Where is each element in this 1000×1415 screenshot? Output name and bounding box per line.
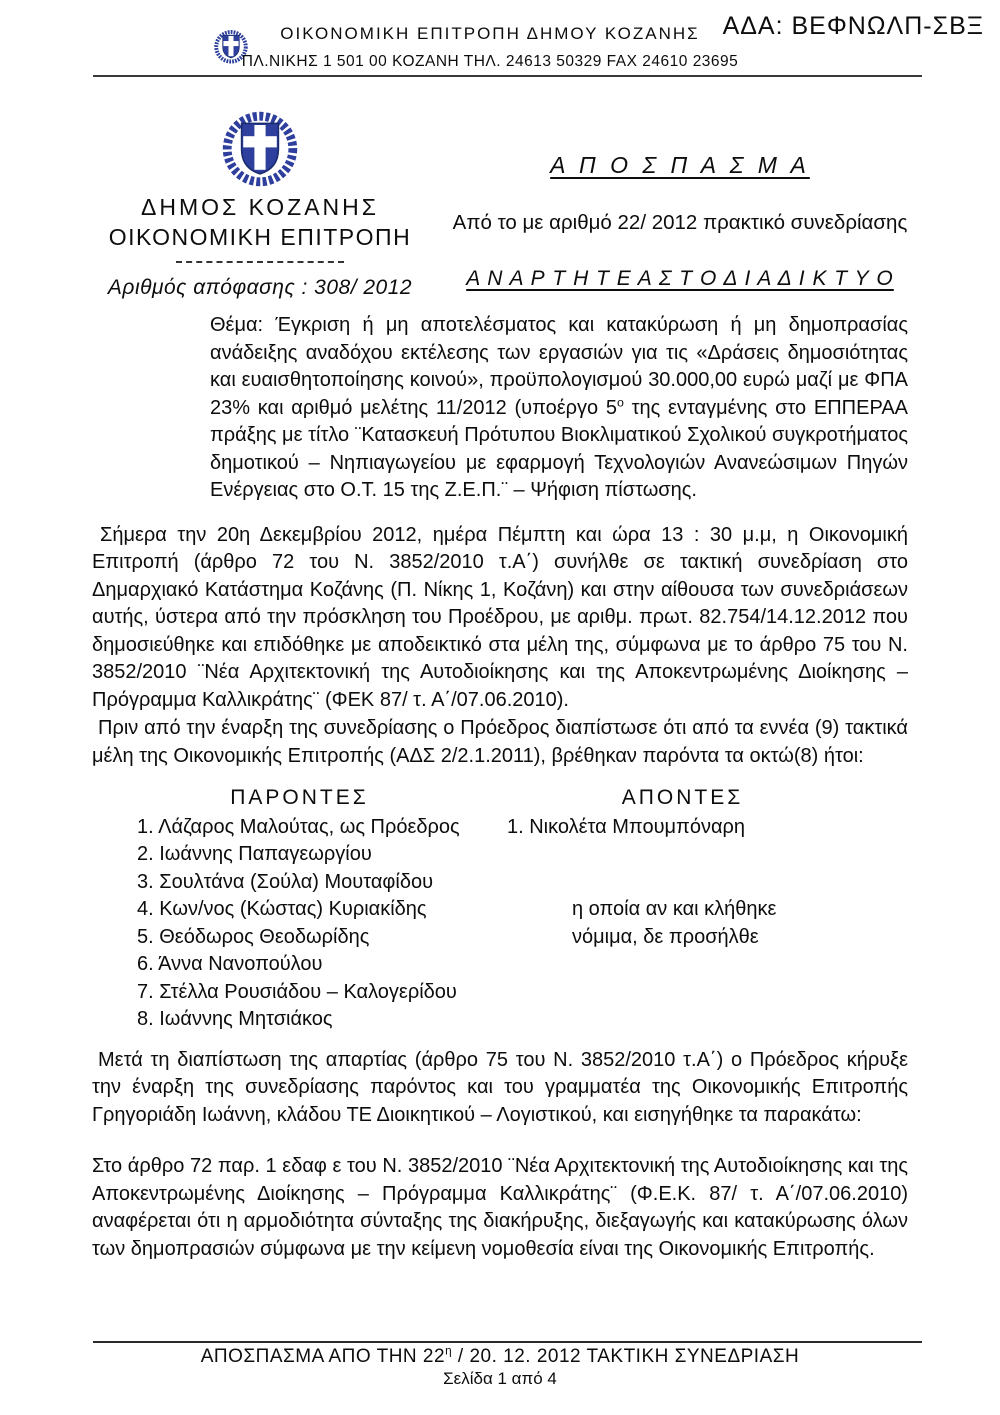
footer-text-part1: ΑΠΟΣΠΑΣΜΑ ΑΠΟ ΤΗΝ 22 (200, 1346, 446, 1367)
session-opening-paragraph: Μετά τη διαπίστωση της απαρτίας (άρθρο 75 του Ν. 3852/2010 τ.Α΄) ο Πρόεδρος κήρυξε την έναρξη της συνεδρίασης παρόντος και του γραμματέα της Οικονομικής Επιτροπής Γρηγοριάδη Ιωάννη, κλάδου ΤΕ Διοικητικού – Λογιστικού, και εισηγήθηκε τα παρακάτω: (92, 1048, 908, 1126)
subject-ordinal-sup: ο (616, 394, 624, 409)
attendance-row (92, 951, 908, 979)
present-header: ΠΑΡΟΝΤΕΣ (230, 786, 369, 809)
attendance-section (92, 784, 908, 1034)
internet-posting-notice: Α Ν Α Ρ Τ Η Τ Ε Α Σ Τ Ο Δ Ι Α Δ Ι Κ Τ Υ Ο (466, 267, 894, 290)
attendance-row (92, 814, 908, 842)
absent-column-spacer (507, 841, 908, 869)
absent-header: ΑΠΟΝΤΕΣ (621, 786, 744, 809)
attendance-row (92, 924, 908, 952)
present-member: 7. Στέλλα Ρουσιάδου – Καλογερίδου (137, 980, 457, 1003)
minutes-reference: Από το με αριθμό 22/ 2012 πρακτικό συνεδρίασης (452, 211, 908, 234)
letterhead-address-line: ΠΛ.ΝΙΚΗΣ 1 501 00 ΚΟΖΑΝΗ ΤΗΛ. 24613 50329 FAX 24610 23695 (241, 53, 739, 70)
excerpt-title: Α Π Ο Σ Π Α Σ Μ Α (550, 152, 810, 178)
attendance-row (92, 896, 908, 924)
decision-number: Αριθμός απόφασης : 308/ 2012 (107, 276, 413, 299)
absent-column-spacer (507, 1006, 908, 1034)
attendance-row (92, 841, 908, 869)
session-intro-paragraph: Σήμερα την 20η Δεκεμβρίου 2012, ημέρα Πέμπτη και ώρα 13 : 30 μ.μ, η Οικονομική Επιτροπή (άρθρο 72 του Ν. 3852/2010 τ.Α΄) συνήλθε σε τακτική συνεδρίαση στο Δημαρχιακό Κατάστημα Κοζάνης (Π. Νίκης 1, Κοζάνη) και στην αίθουσα των συνεδριάσεων αυτής, ύστερα από την πρόσκληση του Προέδρου, με αριθμ. πρωτ. 82.754/14.12.2012 που δημοσιεύθηκε και επιδόθηκε με αποδεικτικό στα μέλη της, σύμφωνα με το άρθρο 75 του Ν. 3852/2010 ¨Νέα Αρχιτεκτονική της Αυτοδιοίκησης και της Αποκεντρωμένης Διοίκησης – Πρόγραμμα Καλλικράτης¨ (ΦΕΚ 87/ τ. Α΄/07.06.2010). (92, 523, 908, 711)
subject-paragraph (210, 312, 908, 505)
attendance-row (92, 1006, 908, 1034)
present-member: 4. Κων/νος (Κώστας) Κυριακίδης (137, 898, 427, 920)
legal-basis-paragraph: Στο άρθρο 72 παρ. 1 εδαφ ε του Ν. 3852/2010 ¨Νέα Αρχιτεκτονική της Αυτοδιοίκησης και της Αποκεντρωμένης Διοίκησης – Πρόγραμμα Καλλικράτης¨ (Φ.Ε.Κ. 87/ τ. Α΄/07.06.2010) αναφέρεται ότι η αρμοδιότητα σύνταξης της διακήρυξης, διεξαγωγής και κατακύρωσης όλων των δημοπρασιών σύμφωνα με την κείμενη νομοθεσία είναι της Οικονομικής Επιτροπής. (92, 1155, 908, 1260)
present-member: 1. Λάζαρος Μαλούτας, ως Πρόεδρος (137, 815, 460, 838)
committee-name: ΟΙΚΟΝΟΜΙΚΗ ΕΠΙΤΡΟΠΗ (108, 224, 412, 250)
ada-code: ΑΔΑ: ΒΕΦΝΩΛΠ-ΣΒΞ (722, 12, 984, 40)
document-body (92, 312, 908, 1263)
attendance-headers (92, 784, 908, 814)
municipality-name: ΔΗΜΟΣ ΚΟΖΑΝΗΣ (141, 194, 379, 220)
footer-divider (93, 1341, 922, 1343)
page-number: Σελίδα 1 από 4 (443, 1369, 557, 1388)
subject-text-part1: Θέμα: Έγκριση ή μη αποτελέσματος και κατακύρωση ή μη δημοπρασίας ανάδειξης αναδόχου εκτέλεσης των εργασιών για τις «Δράσεις δημοσιότητας και ευαισθητοποίησης κοινού», προϋπολογισμού 30.000,00 ευρώ μαζί με ΦΠΑ 23% και αριθμό μελέτης 11/2012 (υποέργο 5 (210, 314, 908, 419)
present-member: 3. Σουλτάνα (Σούλα) Μουταφίδου (137, 870, 434, 893)
absent-column-spacer (507, 979, 908, 1007)
footer-session-line (0, 1346, 1000, 1368)
footer-text-part2: / 20. 12. 2012 ΤΑΚΤΙΚΗ ΣΥΝΕΔΡΙΑΣΗ (452, 1346, 800, 1367)
absent-member: 1. Νικολέτα Μπουμπόναρη (507, 815, 746, 838)
letterhead (170, 24, 810, 71)
attendance-row (92, 979, 908, 1007)
present-member: 6. Άννα Νανοπούλου (137, 953, 323, 975)
attendance-row (92, 869, 908, 897)
present-member: 5. Θεόδωρος Θεοδωρίδης (137, 925, 370, 948)
quorum-check-paragraph: Πριν από την έναρξη της συνεδρίασης ο Πρόεδρος διαπίστωσε ότι από τα εννέα (9) τακτικά μέλη της Οικονομικής Επιτροπής (ΑΔΣ 2/2.1.2011), βρέθηκαν παρόντα τα οκτώ(8) ήτοι: (92, 717, 908, 767)
header-divider (93, 75, 922, 77)
authority-divider (176, 261, 344, 263)
absent-note: νόμιμα, δε προσήλθε (572, 925, 759, 948)
footer-ordinal-sup: η (445, 1344, 453, 1358)
absent-note: η οποία αν και κλήθηκε (572, 898, 777, 920)
subject-text-part2: της ενταγμένης στο ΕΠΠΕΡΑΑ πράξης με τίτλο ¨Κατασκευή Πρότυπου Βιοκλιματικού Σχολικού συγκροτήματος δημοτικού – Νηπιαγωγείου με εφαρμογή Τεχνολογιών Ανανεώσιμων Πηγών Ενέργειας στο Ο.Τ. 15 της Ζ.Ε.Π.¨ – Ψήφιση πίστωσης. (210, 396, 908, 501)
hellenic-emblem-icon (220, 100, 300, 190)
letterhead-committee-line: ΟΙΚΟΝΟΜΙΚΗ ΕΠΙΤΡΟΠΗ ΔΗΜΟΥ ΚΟΖΑΝΗΣ (280, 24, 700, 43)
authority-block (95, 100, 425, 300)
absent-column-spacer (507, 869, 908, 897)
heading-block (430, 152, 930, 291)
present-member: 2. Ιωάννης Παπαγεωργίου (137, 843, 372, 865)
present-member: 8. Ιωάννης Μητσιάκος (137, 1008, 333, 1030)
absent-column-spacer (507, 951, 908, 979)
